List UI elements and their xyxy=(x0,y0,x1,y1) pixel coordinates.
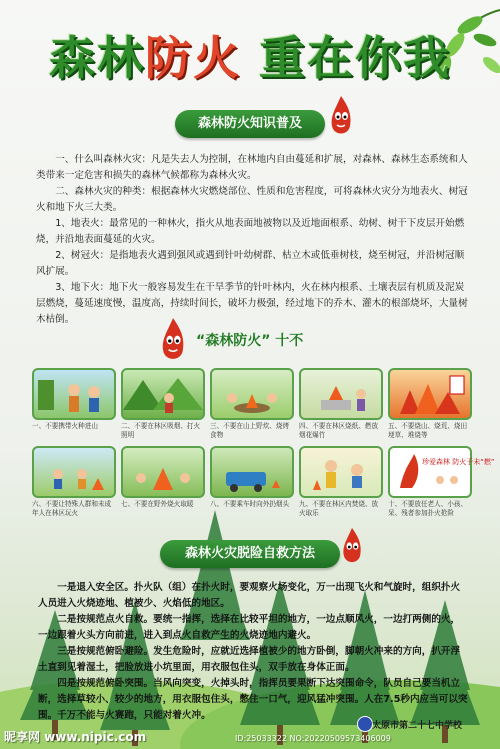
title-fire: 防火 xyxy=(144,31,241,85)
fire-mascot-icon xyxy=(158,316,188,366)
ten-no-caption: 四、不要在林区烧纸、燃放烟花爆竹 xyxy=(299,422,379,439)
watermark: 昵享网 www.nipic.com xyxy=(4,730,147,744)
illustration-picnic xyxy=(210,368,294,420)
ten-no-item xyxy=(210,368,294,450)
section-heading-knowledge: 森林防火知识普及 xyxy=(197,116,302,131)
ten-no-caption: 九、不要在林区内焚烧、放火取乐 xyxy=(299,500,379,517)
ten-no-row-1 xyxy=(32,368,472,450)
ten-no-item xyxy=(32,368,116,450)
ten-no-caption: 十、不要放任老人、小孩、呆、残者参加扑火抢险 xyxy=(388,500,468,517)
illustration-burning-paper xyxy=(299,368,383,420)
illustration-burning-field xyxy=(388,368,472,420)
selfrescue-text xyxy=(38,580,468,724)
ten-no-caption: 五、不要烧山、烧荒、烧田埂草、堆烧等 xyxy=(388,422,468,439)
ten-no-caption: 二、不要在林区吸烟、打火照明 xyxy=(121,422,201,439)
knowledge-para: 一、什么叫森林火灾：凡是失去人为控制，在林地内自由蔓延和扩展，对森林、森林生态系统和人类带来一定危害和损失的森林气候都称为森林火灾。 xyxy=(36,154,468,181)
knowledge-para: 3、地下火：地下火一般容易发生在干旱季节的针叶林内，火在林内根系、土壤表层有机质及泥炭层燃烧，蔓延速度慢，温度高，持续时间长，破坏力极强，经过地下的乔木、灌木的根部烧坏，大量树木枯倒。 xyxy=(36,282,468,325)
ten-no-caption: 六、不要让特殊人群和未成年人在林区玩火 xyxy=(32,500,112,517)
selfrescue-para: 一是退入安全区。扑火队（组）在扑火时，要观察火场变化，万一出现飞火和气旋时，组织扑火人员进入火烧迹地、植被少、火焰低的地区。 xyxy=(38,582,461,609)
ten-no-caption: 三、不要在山上野炊、烧烤食物 xyxy=(210,422,290,439)
poster-title xyxy=(0,22,500,88)
fire-mascot-icon xyxy=(340,526,364,568)
ten-no-caption: 八、不要乘车时向外扔烟头 xyxy=(210,500,290,508)
knowledge-para: 二、森林火灾的种类：根据森林火灾燃烧部位、性质和危害程度，可将森林火灾分为地表火、树冠火和地下火三大类。 xyxy=(36,186,468,213)
ten-no-title xyxy=(196,330,303,350)
title-part1: 森林 xyxy=(48,31,145,85)
school-name: 太原市第二十七中学校 xyxy=(372,721,463,731)
knowledge-para: 2、树冠火：是指地表火遇到强风或遇到针叶幼树群、枯立木或低垂树枝，烧至树冠，并沿树冠顺风扩展。 xyxy=(36,250,465,277)
ten-no-item xyxy=(299,368,383,450)
selfrescue-para: 三是按规范俯卧避险。发生危险时，应就近选择植被少的地方卧倒，脚朝火冲来的方向，扒开浮土直到见着湿土，把脸放进小坑里面，用衣服包住头，双手放在身体正面。 xyxy=(38,646,461,673)
knowledge-para: 1、地表火：最常见的一种林火，指火从地表面地被物以及近地面根系、幼树、树干下皮层开始燃烧，并沿地表面蔓延的火灾。 xyxy=(36,218,465,245)
illustration-carry-fire xyxy=(32,368,116,420)
selfrescue-para: 四是按规范俯卧突围。当风向突变，火掉头时，指挥员要果断下达突围命令，队员自己要当机立断，选择草较小、较少的地方，用衣服包住头，憋住一口气，迎风猛冲突围。人在7.5秒内应当可以突围。千万不能与火赛跑，只能对着火冲。 xyxy=(38,678,468,721)
section-banner-knowledge xyxy=(175,110,325,138)
fire-mascot-icon xyxy=(328,94,354,140)
watermark-id: ID:25033322 NO:20220509573406009 xyxy=(235,734,391,743)
ten-no-caption: 七、不要在野外烧火取暖 xyxy=(121,500,194,508)
ten-no-caption: 一、不要携带火种进山 xyxy=(32,422,98,430)
section-banner-selfrescue xyxy=(160,540,340,568)
sign-text: 珍爱森林 防火于未“燃” xyxy=(422,458,495,466)
ten-no-item xyxy=(388,368,472,450)
ten-no-title-suffix: 十不 xyxy=(275,333,304,349)
title-part2: 重在你我 xyxy=(240,31,451,85)
ten-no-title-quoted: “森林防火” xyxy=(196,333,271,349)
illustration-smoking xyxy=(121,368,205,420)
school-logo-icon xyxy=(357,716,373,732)
knowledge-text xyxy=(36,152,468,328)
ten-no-item xyxy=(121,368,205,450)
selfrescue-para: 二是按规范点火自救。要统一指挥，选择在比较平坦的地方，一边点顺风火，一边打两侧的火，一边跟着火头方向前进，进入到点火自救产生的火烧迹地内避火。 xyxy=(38,614,461,641)
section-heading-selfrescue: 森林火灾脱险自救方法 xyxy=(184,546,315,561)
